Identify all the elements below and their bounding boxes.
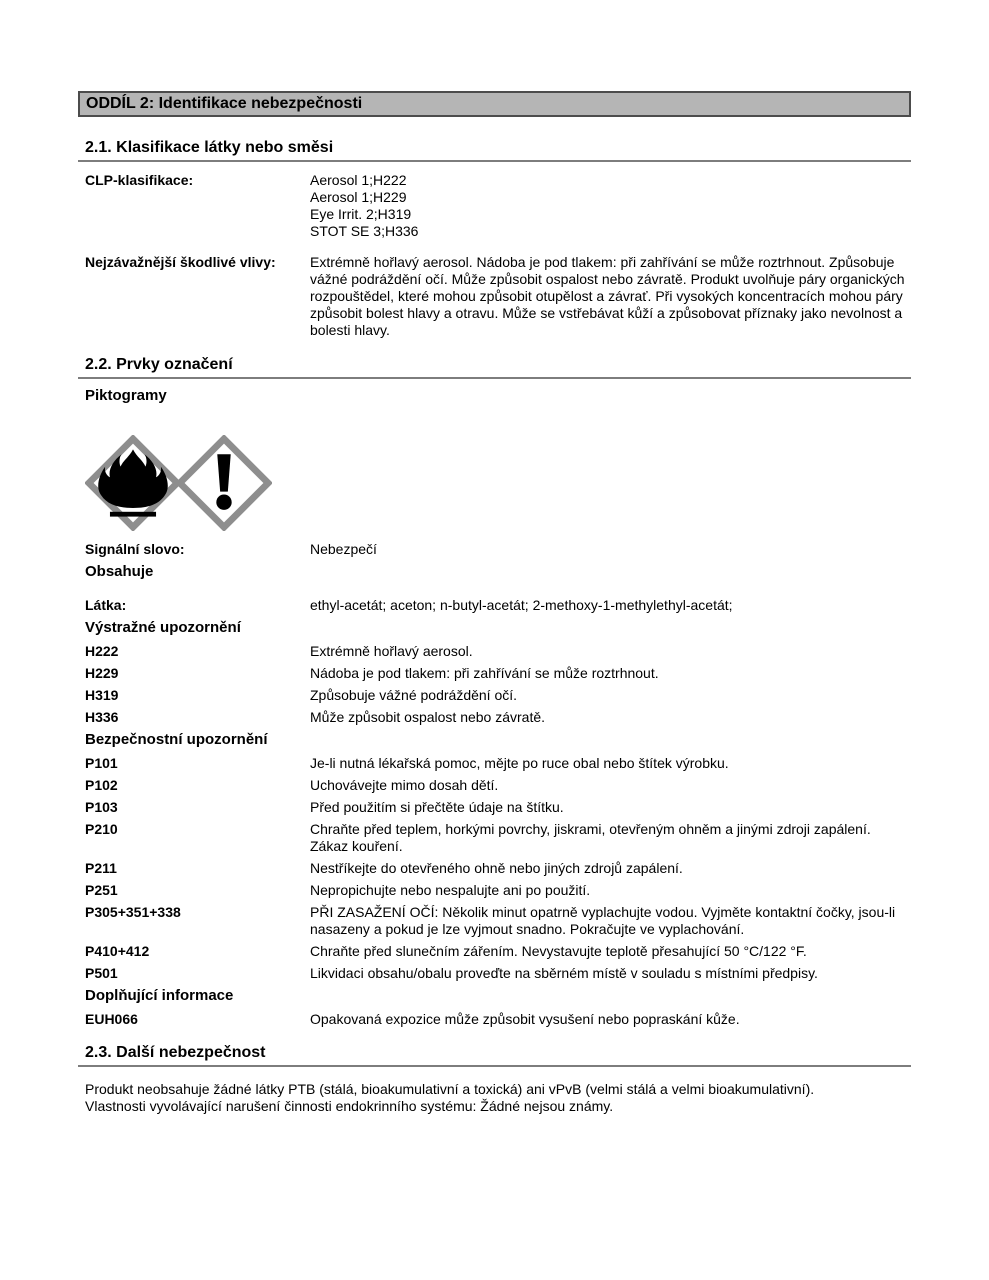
precautionary-text: Chraňte před teplem, horkými povrchy, jiskrami, otevřeným ohněm a jinými zdroji zapálení. Zákaz kouření. (310, 821, 871, 854)
hazard-statement-row (85, 643, 911, 660)
clp-value: Aerosol 1;H222 (310, 172, 407, 188)
precautionary-statement-row (85, 860, 911, 877)
precautionary-code: P211 (85, 860, 117, 876)
signal-word-label: Signální slovo: (85, 541, 185, 557)
precautionary-text: Uchovávejte mimo dosah dětí. (310, 777, 499, 793)
clp-value: Eye Irrit. 2;H319 (310, 206, 412, 222)
precautionary-statement-row (85, 943, 911, 960)
hazard-text: Způsobuje vážné podráždění očí. (310, 687, 518, 703)
precautionary-text: Likvidaci obsahu/obalu proveďte na sběrném místě v souladu s místními předpisy. (310, 965, 818, 981)
hazard-code: H229 (85, 665, 119, 681)
hazard-code: H319 (85, 687, 119, 703)
hazard-text: Nádoba je pod tlakem: při zahřívání se může roztrhnout. (310, 665, 659, 681)
precautionary-statement-row (85, 755, 911, 772)
section-2-title-bar (78, 91, 911, 117)
exclamation-mark-pictogram-icon (176, 435, 272, 531)
precautionary-statement-row (85, 882, 911, 899)
hazard-statement-row (85, 709, 911, 726)
supplementary-code: EUH066 (85, 1011, 138, 1027)
precautionary-code: P410+412 (85, 943, 150, 959)
precautionary-statements-heading: Bezpečnostní upozornění (85, 731, 268, 748)
heading-2-2: 2.2. Prvky označení (78, 356, 911, 379)
adverse-effects-text: Extrémně hořlavý aerosol. Nádoba je pod tlakem: při zahřívání se může roztrhnout. Způsobuje vážné podráždění očí. Může způsobit ospalost nebo závratě. Produkt uvolňuje páry organických rozpouštědel, které mohou způsobit otupělost a závrať. Při vysokých koncentracích mohou páry způsobit bolest hlavy a otravu. Může se vstřebávat kůží a způsobovat příznaky jako nevolnost a bolesti hlavy. (310, 254, 905, 338)
hazard-statements-heading: Výstražné upozornění (85, 619, 241, 636)
supplementary-statement-row (85, 1011, 911, 1028)
clp-classification-label: CLP-klasifikace: (85, 172, 194, 188)
precautionary-statement-row (85, 965, 911, 982)
clp-classification-row (85, 172, 911, 240)
hazard-statement-row (85, 687, 911, 704)
precautionary-statement-row (85, 799, 911, 816)
precautionary-text: Nepropichujte nebo nespalujte ani po použití. (310, 882, 591, 898)
substance-label: Látka: (85, 597, 127, 613)
hazard-statement-row (85, 665, 911, 682)
precautionary-text: Před použitím si přečtěte údaje na štítku. (310, 799, 564, 815)
substance-value: ethyl-acetát; aceton; n-butyl-acetát; 2-methoxy-1-methylethyl-acetát; (310, 597, 733, 613)
precautionary-code: P101 (85, 755, 118, 771)
contains-heading: Obsahuje (85, 563, 154, 580)
signal-word-row (85, 541, 911, 558)
precautionary-statement-row (85, 904, 911, 938)
other-hazards-paragraph (85, 1081, 911, 1115)
signal-word-value: Nebezpečí (310, 541, 377, 557)
supplementary-info-heading: Doplňující informace (85, 987, 234, 1004)
precautionary-text: PŘI ZASAŽENÍ OČÍ: Několik minut opatrně vyplachujte vodou. Vyjměte kontaktní čočky, jsou-li nasazeny a pokud je lze vyjmout snadno. Pokračujte ve vyplachování. (310, 904, 896, 937)
hazard-code: H336 (85, 709, 119, 725)
heading-2-3: 2.3. Další nebezpečnost (78, 1044, 911, 1067)
clp-value: STOT SE 3;H336 (310, 223, 419, 239)
precautionary-text: Nestříkejte do otevřeného ohně nebo jiných zdrojů zapálení. (310, 860, 683, 876)
adverse-effects-row (85, 254, 911, 339)
other-hazards-line: Vlastnosti vyvolávající narušení činnosti endokrinního systému: Žádné nejsou známy. (85, 1098, 614, 1114)
precautionary-code: P210 (85, 821, 118, 837)
precautionary-text: Je-li nutná lékařská pomoc, mějte po ruce obal nebo štítek výrobku. (310, 755, 729, 771)
precautionary-text: Chraňte před slunečním zářením. Nevystavujte teplotě přesahující 50 °C/122 °F. (310, 943, 807, 959)
precautionary-code: P305+351+338 (85, 904, 181, 920)
precautionary-statement-row (85, 821, 911, 855)
clp-classification-values (310, 172, 911, 240)
precautionary-code: P102 (85, 777, 118, 793)
pictograms-heading: Piktogramy (85, 387, 167, 404)
clp-value: Aerosol 1;H229 (310, 189, 407, 205)
other-hazards-line: Produkt neobsahuje žádné látky PTB (stálá, bioakumulativní a toxická) ani vPvB (velmi stálá a velmi bioakumulativní). (85, 1081, 815, 1097)
precautionary-code: P501 (85, 965, 118, 981)
section-2-title: ODDÍL 2: Identifikace nebezpečnosti (86, 95, 363, 112)
precautionary-statement-row (85, 777, 911, 794)
hazard-text: Extrémně hořlavý aerosol. (310, 643, 473, 659)
precautionary-code: P103 (85, 799, 118, 815)
page-content (78, 91, 911, 1115)
pictograms-row (85, 435, 911, 531)
precautionary-code: P251 (85, 882, 118, 898)
adverse-effects-label: Nejzávažnější škodlivé vlivy: (85, 254, 276, 270)
hazard-code: H222 (85, 643, 119, 659)
supplementary-text: Opakovaná expozice může způsobit vysušení nebo popraskání kůže. (310, 1011, 740, 1027)
heading-2-1: 2.1. Klasifikace látky nebo směsi (78, 139, 911, 162)
substance-row (85, 597, 911, 614)
hazard-text: Může způsobit ospalost nebo závratě. (310, 709, 546, 725)
flame-pictogram-icon (85, 435, 181, 531)
